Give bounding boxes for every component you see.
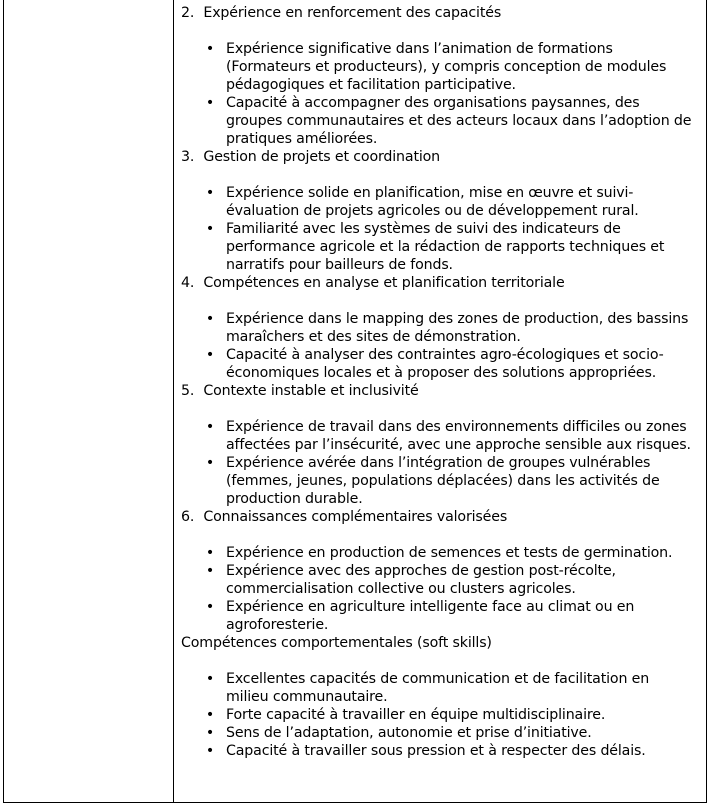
bullet-list [181, 418, 692, 508]
list-item [181, 220, 692, 274]
bullet-icon: • [205, 95, 215, 111]
bullet-icon: • [205, 347, 215, 363]
section-title: Contexte instable et inclusivité [203, 383, 419, 399]
bullet-icon: • [205, 41, 215, 57]
list-item-text: Expérience en agriculture intelligente face au climat ou en agroforesterie. [226, 599, 635, 633]
list-item [181, 706, 692, 724]
left-column-cell [4, 0, 174, 803]
list-item [181, 544, 692, 562]
list-item-text: Expérience solide en planification, mise en œuvre et suivi-évaluation de projets agricoles ou de développement rural. [226, 185, 639, 219]
cell-content [174, 0, 706, 760]
list-item-text: Expérience avérée dans l’intégration de groupes vulnérables (femmes, jeunes, populations déplacées) dans les activités de production durable. [226, 455, 660, 507]
list-item-text: Capacité à travailler sous pression et à respecter des délais. [226, 743, 646, 759]
list-item [181, 724, 692, 742]
requirements-table [3, 0, 707, 803]
list-item [181, 562, 692, 598]
bullet-icon: • [205, 221, 215, 237]
list-item [181, 310, 692, 346]
section-title: Expérience en renforcement des capacités [203, 5, 502, 21]
bullet-icon: • [205, 725, 215, 741]
list-item-text: Familiarité avec les systèmes de suivi des indicateurs de performance agricole et la rédaction de rapports techniques et narratifs pour bailleurs de fonds. [226, 221, 665, 273]
bullet-icon: • [205, 671, 215, 687]
section-number: 5. [181, 383, 195, 399]
bullet-icon: • [205, 419, 215, 435]
bullet-icon: • [205, 563, 215, 579]
bullet-icon: • [205, 545, 215, 561]
bullet-icon: • [205, 743, 215, 759]
list-item-text: Expérience en production de semences et tests de germination. [226, 545, 673, 561]
bullet-icon: • [205, 707, 215, 723]
bullet-list [181, 40, 692, 148]
list-item-text: Expérience significative dans l’animation de formations (Formateurs et producteurs), y compris conception de modules pédagogiques et facilitation participative. [226, 41, 667, 93]
list-item [181, 454, 692, 508]
section-title: Compétences en analyse et planification territoriale [203, 275, 565, 291]
soft-skills-heading: Compétences comportementales (soft skills) [181, 635, 492, 651]
list-item [181, 346, 692, 382]
section-heading [181, 508, 692, 526]
list-item-text: Expérience avec des approches de gestion post-récolte, commercialisation collective ou clusters agricoles. [226, 563, 616, 597]
section-number: 3. [181, 149, 195, 165]
bullet-icon: • [205, 455, 215, 471]
list-item-text: Capacité à accompagner des organisations paysannes, des groupes communautaires et des acteurs locaux dans l’adoption de pratiques améliorées. [226, 95, 692, 147]
section-number: 6. [181, 509, 195, 525]
list-item [181, 742, 692, 760]
list-item-text: Expérience dans le mapping des zones de production, des bassins maraîchers et des sites de démonstration. [226, 311, 689, 345]
bullet-list [181, 544, 692, 634]
list-item [181, 94, 692, 148]
list-item [181, 418, 692, 454]
section-number: 4. [181, 275, 195, 291]
section-heading [181, 382, 692, 400]
section-heading [181, 148, 692, 166]
section-title: Connaissances complémentaires valorisées [203, 509, 508, 525]
bullet-icon: • [205, 311, 215, 327]
list-item [181, 598, 692, 634]
section-heading [181, 4, 692, 22]
section-title: Gestion de projets et coordination [203, 149, 441, 165]
bullet-icon: • [205, 185, 215, 201]
right-column-cell [174, 0, 707, 803]
list-item [181, 40, 692, 94]
bullet-list [181, 310, 692, 382]
bullet-icon: • [205, 599, 215, 615]
section-heading [181, 274, 692, 292]
list-item [181, 670, 692, 706]
list-item-text: Capacité à analyser des contraintes agro-écologiques et socio-économiques locales et à proposer des solutions appropriées. [226, 347, 664, 381]
list-item-text: Forte capacité à travailler en équipe multidisciplinaire. [226, 707, 606, 723]
section-number: 2. [181, 5, 195, 21]
list-item-text: Sens de l’adaptation, autonomie et prise d’initiative. [226, 725, 592, 741]
bullet-list [181, 670, 692, 760]
list-item-text: Expérience de travail dans des environnements difficiles ou zones affectées par l’insécurité, avec une approche sensible aux risques. [226, 419, 691, 453]
bullet-list [181, 184, 692, 274]
list-item [181, 184, 692, 220]
list-item-text: Excellentes capacités de communication et de facilitation en milieu communautaire. [226, 671, 650, 705]
